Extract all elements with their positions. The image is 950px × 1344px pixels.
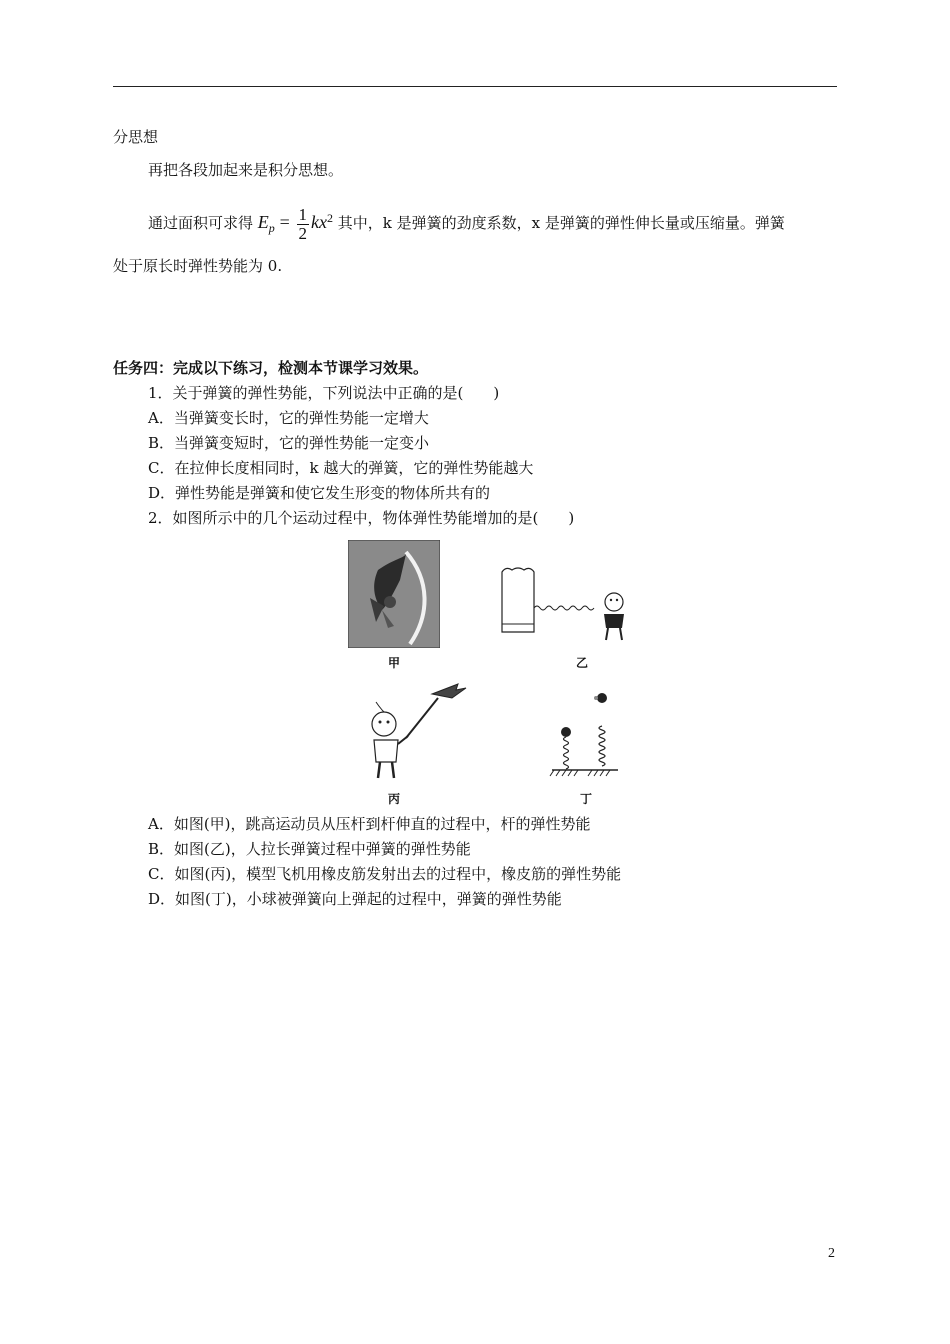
- formula-fraction: [297, 206, 310, 243]
- header-rule: [113, 86, 837, 87]
- formula-lhs: E: [257, 212, 269, 232]
- q2-figure: [340, 536, 650, 808]
- intro-line-4: 处于原长时弹性势能为 0.: [113, 257, 283, 275]
- formula-numerator: 1: [298, 204, 308, 224]
- formula-suffix: 其中，k 是弹簧的劲度系数，x 是弹簧的弹性伸长量或压缩量。弹簧: [337, 214, 785, 232]
- task-heading: 任务四：完成以下练习，检测本节课学习效果。: [113, 359, 429, 377]
- q1-option-c: C．在拉伸长度相同时，k 越大的弹簧，它的弹性势能越大: [148, 459, 534, 477]
- pole-vault-image: [348, 540, 440, 648]
- formula-rhs: kx: [311, 212, 327, 232]
- page-number: 2: [828, 1246, 835, 1261]
- figure-label-jia: 甲: [388, 656, 401, 670]
- figure-label-bing: 丙: [388, 792, 401, 806]
- model-plane-image: [358, 680, 470, 784]
- intro-line-2: 再把各段加起来是积分思想。: [148, 161, 344, 179]
- q1-option-b: B．当弹簧变短时，它的弹性势能一定变小: [148, 434, 430, 452]
- formula-sub: p: [268, 221, 275, 235]
- q2-stem: 2．如图所示中的几个运动过程中，物体弹性势能增加的是( ): [148, 509, 575, 527]
- q2-option-a: A．如图(甲)，跳高运动员从压杆到杆伸直的过程中，杆的弹性势能: [148, 815, 591, 833]
- ball-spring-image: [518, 686, 618, 786]
- q1-option-d: D．弹性势能是弹簧和使它发生形变的物体所共有的: [148, 484, 491, 502]
- figure-label-ding: 丁: [580, 792, 593, 806]
- formula-denominator: 2: [298, 223, 308, 243]
- formula-line: [148, 198, 785, 243]
- figure-label-yi: 乙: [576, 656, 589, 670]
- q1-option-a: A．当弹簧变长时，它的弹性势能一定增大: [148, 409, 429, 427]
- formula-exp: 2: [327, 211, 333, 225]
- intro-line-1: 分思想: [113, 128, 159, 146]
- formula-prefix: 通过面积可求得: [148, 214, 254, 232]
- q2-option-c: C．如图(丙)，模型飞机用橡皮筋发射出去的过程中，橡皮筋的弹性势能: [148, 865, 622, 883]
- q2-option-b: B．如图(乙)，人拉长弹簧过程中弹簧的弹性势能: [148, 840, 471, 858]
- formula-eq: =: [279, 212, 290, 232]
- q2-option-d: D．如图(丁)，小球被弹簧向上弹起的过程中，弹簧的弹性势能: [148, 890, 562, 908]
- q1-stem: 1．关于弹簧的弹性势能，下列说法中正确的是( ): [148, 384, 500, 402]
- spring-pull-image: [490, 564, 640, 644]
